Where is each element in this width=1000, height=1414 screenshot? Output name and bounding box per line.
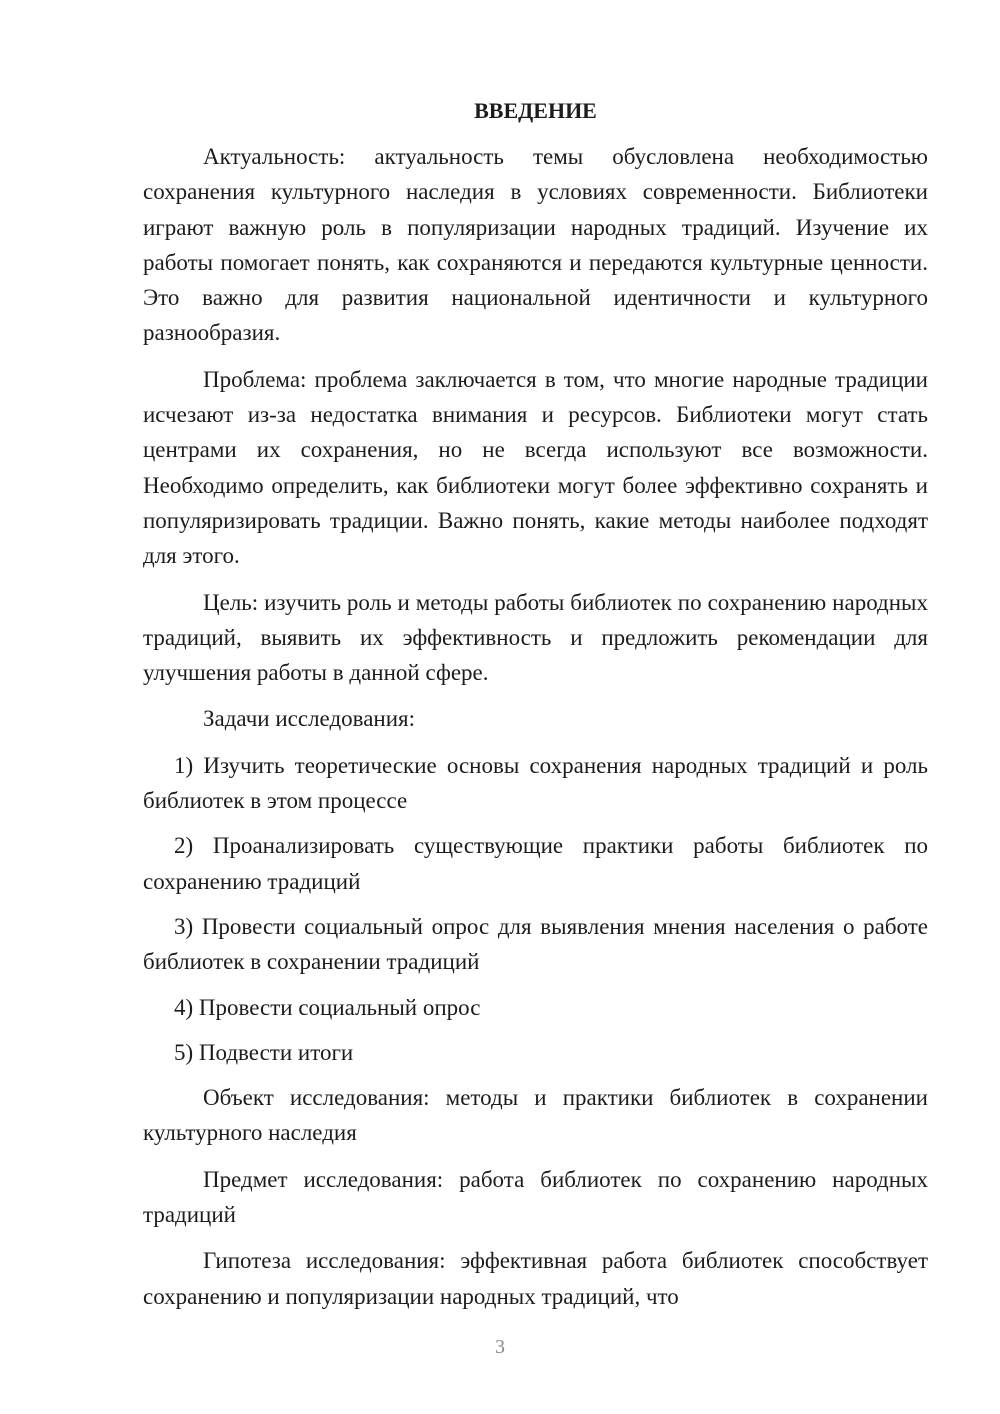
page-number: 3 [495, 1336, 505, 1358]
task-item: 5) Подвести итоги [174, 1039, 354, 1065]
tasks-list [143, 748, 928, 1070]
tasks-heading: Задачи исследования: [203, 706, 416, 732]
goal-paragraph: Цель: изучить роль и методы работы библиотек по сохранению народных традиций, выявить их эффективность и предложить рекомендации для улучшения работы в данной сфере. [143, 589, 928, 686]
task-item: 2) Проанализировать существующие практики работы библиотек по сохранению традиций [143, 833, 928, 894]
hypothesis-paragraph: Гипотеза исследования: эффективная работа библиотек способствует сохранению и популяризации народных традиций, что [143, 1248, 928, 1309]
page-title: ВВЕДЕНИЕ [474, 98, 597, 123]
task-item: 4) Провести социальный опрос [174, 994, 481, 1020]
task-item: 3) Провести социальный опрос для выявления мнения населения о работе библиотек в сохранении традиций [143, 913, 928, 975]
subject-paragraph: Предмет исследования: работа библиотек по сохранению народных традиций [143, 1166, 928, 1228]
problem-paragraph: Проблема: проблема заключается в том, что многие народные традиции исчезают из-за недостатка внимания и ресурсов. Библиотеки могут стать центрами их сохранения, но не всегда используют все возможности. Необходимо определить, как библиотеки могут более эффективно сохранять и популяризировать традиции. Важно понять, какие методы наиболее подходят для этого. [143, 366, 928, 569]
object-paragraph: Объект исследования: методы и практики библиотек в сохранении культурного наследия [143, 1085, 928, 1146]
task-item: 1) Изучить теоретические основы сохранения народных традиций и роль библиотек в этом процессе [143, 752, 928, 814]
page-content [143, 95, 928, 1314]
relevance-paragraph: Актуальность: актуальность темы обусловлена необходимостью сохранения культурного наследия в условиях современности. Библиотеки играют важную роль в популяризации народных традиций. Изучение их работы помогает понять, как сохраняются и передаются культурные ценности. Это важно для развития национальной идентичности и культурного разнообразия. [143, 144, 928, 346]
